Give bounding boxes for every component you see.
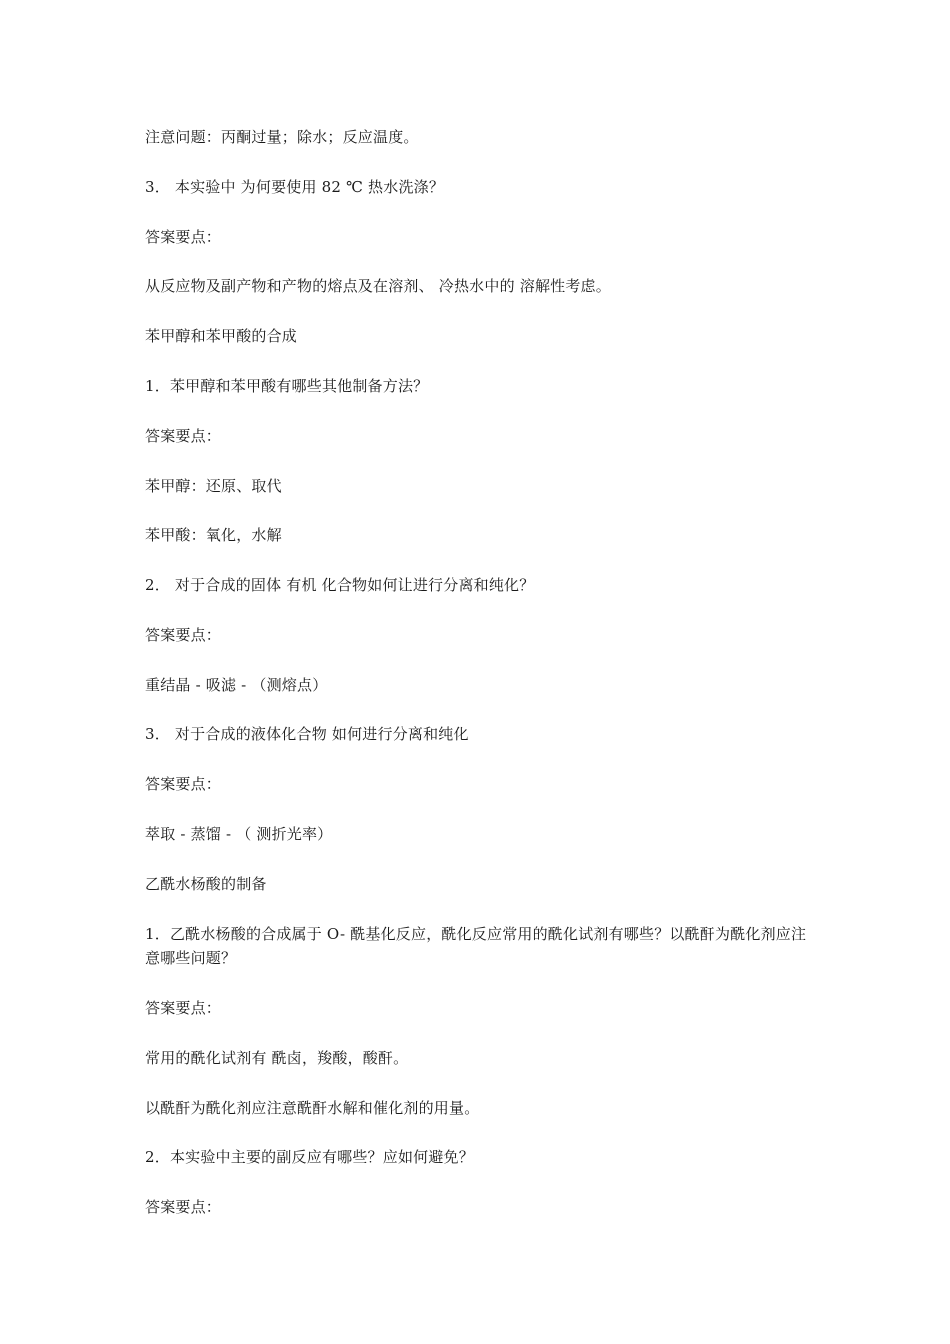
section-heading: 乙酰水杨酸的制备 — [145, 875, 267, 893]
text-line: 3． 本实验中 为何要使用 82 ℃ 热水洗涤？ — [145, 178, 445, 196]
text-line: 注意问题：丙酮过量；除水；反应温度。 — [145, 128, 419, 146]
text-line: 常用的酰化试剂有 酰卤，羧酸，酸酐。 — [145, 1049, 409, 1067]
text-line: 答案要点： — [145, 1198, 222, 1216]
text-line: 答案要点： — [145, 228, 222, 246]
text-line: 萃取 - 蒸馏 - （ 测折光率） — [145, 825, 333, 843]
text-line: 以酰酐为酰化剂应注意酰酐水解和催化剂的用量。 — [145, 1099, 480, 1117]
text-line: 答案要点： — [145, 775, 222, 793]
text-line: 1．苯甲醇和苯甲酸有哪些其他制备方法？ — [145, 377, 429, 395]
text-line: 1．乙酰水杨酸的合成属于 O- 酰基化反应，酰化反应常用的酰化试剂有哪些？以酰酐为酰化剂应注意哪些问题？ — [145, 925, 807, 967]
text-line: 苯甲酸：氧化，水解 — [145, 526, 282, 544]
text-line: 3． 对于合成的液体化合物 如何进行分离和纯化 — [145, 725, 469, 743]
text-line: 从反应物及副产物和产物的熔点及在溶剂、 冷热水中的 溶解性考虑。 — [145, 277, 611, 295]
text-line: 答案要点： — [145, 626, 222, 644]
text-line: 苯甲醇：还原、取代 — [145, 477, 282, 495]
text-line: 重结晶 - 吸滤 - （测熔点） — [145, 676, 328, 694]
text-line: 答案要点： — [145, 999, 222, 1017]
section-heading: 苯甲醇和苯甲酸的合成 — [145, 327, 298, 345]
text-line: 2．本实验中主要的副反应有哪些？应如何避免？ — [145, 1148, 474, 1166]
text-line: 2． 对于合成的固体 有机 化合物如何让进行分离和纯化？ — [145, 576, 535, 594]
text-line: 答案要点： — [145, 427, 222, 445]
